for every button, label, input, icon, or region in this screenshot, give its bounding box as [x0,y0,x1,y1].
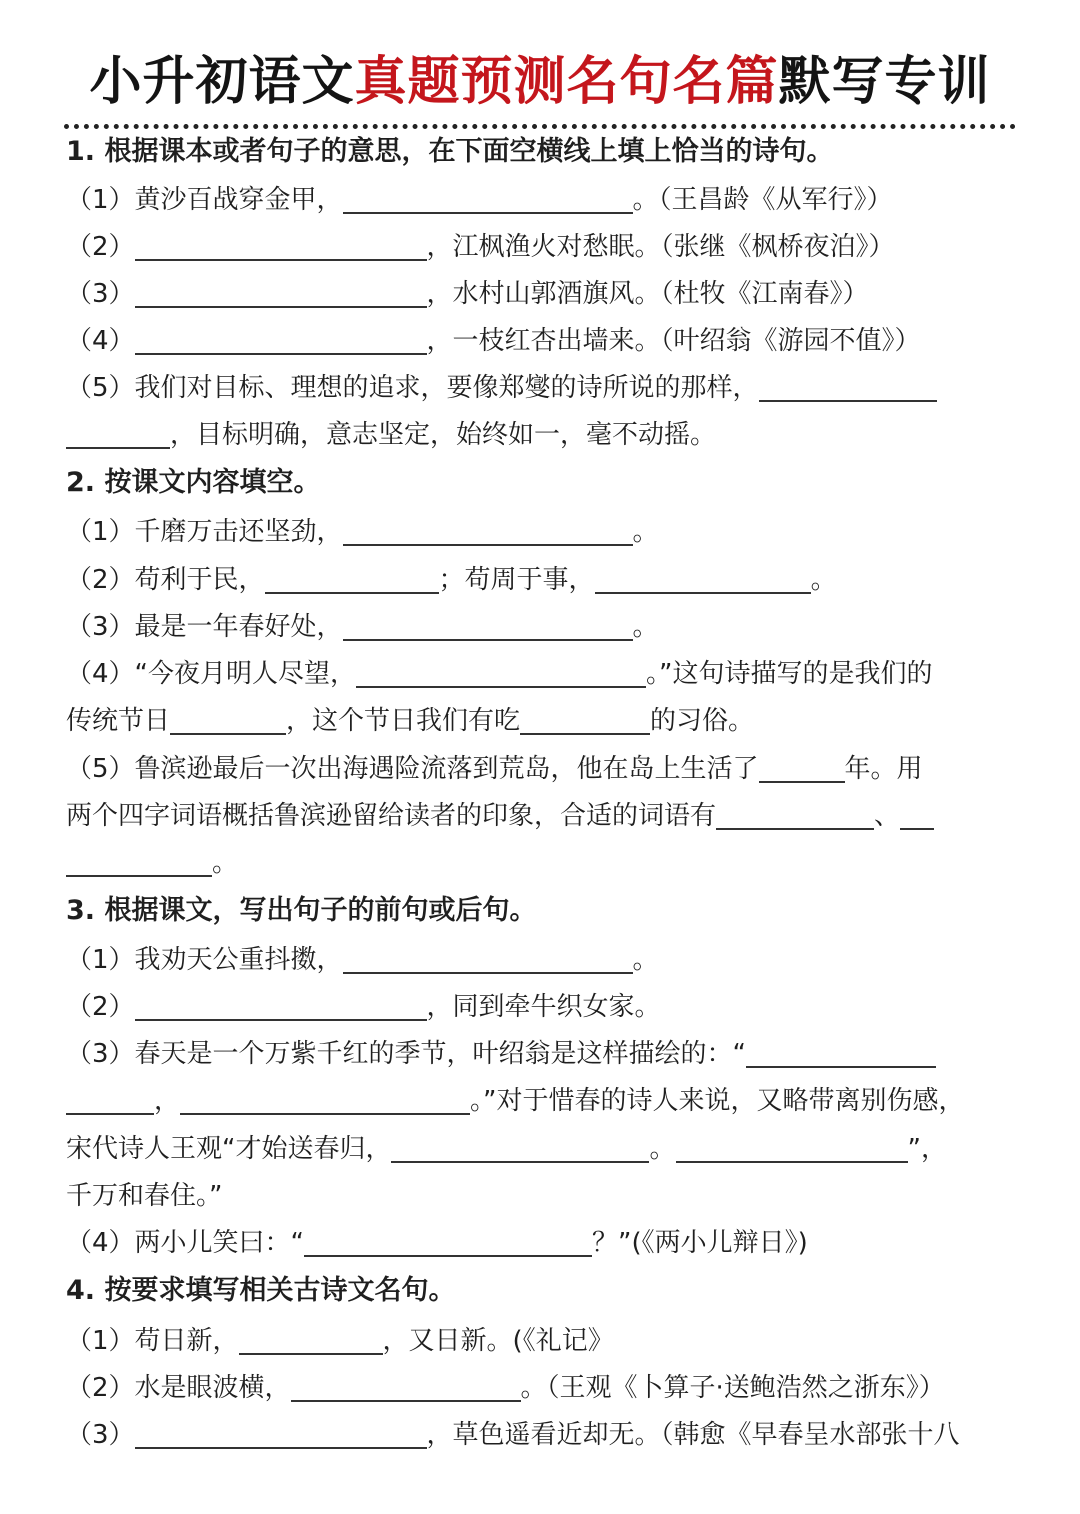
answer-blank[interactable] [66,1083,154,1115]
answer-blank[interactable] [759,370,937,402]
q3-item-3-cont-3: 千万和春住。” [66,1181,223,1211]
q3-item-1: （1）我劝天公重抖擞， 。 [66,940,1026,980]
q2-item-3: （3）最是一年春好处， 。 [66,607,1026,647]
answer-blank[interactable] [746,1036,936,1068]
answer-blank[interactable] [759,751,845,783]
q1-item-1: （1）黄沙百战穿金甲， 。（王昌龄《从军行》） [66,180,1026,220]
q4-item-1: （1）苟日新， ，又日新。(《礼记》 [66,1321,1026,1361]
title-part-2-highlight: 真题预测名句名篇 [354,52,779,112]
q1-item-3: （3） ，水村山郭酒旗风。（杜牧《江南春》） [66,274,1026,314]
answer-blank[interactable] [343,609,633,641]
answer-blank[interactable] [135,323,427,355]
answer-blank[interactable] [265,562,439,594]
answer-blank[interactable] [135,276,427,308]
q4-item-3: （3） ，草色遥看近却无。（韩愈《早春呈水部张十八 [66,1415,1026,1455]
dotted-divider [64,124,1016,129]
q2-heading: 2. 按课文内容填空。 [66,467,321,498]
q1-item-4: （4） ，一枝红杏出墙来。（叶绍翁《游园不值》） [66,321,1026,361]
q1-item-2: （2） ，江枫渔火对愁眠。（张继《枫桥夜泊》） [66,227,1026,267]
answer-blank[interactable] [343,942,633,974]
q1-heading: 1. 根据课本或者句子的意思，在下面空横线上填上恰当的诗句。 [66,136,834,167]
q3-item-4: （4）两小儿笑曰：“ ？”(《两小儿辩日》) [66,1223,1026,1263]
answer-blank[interactable] [135,229,427,261]
q3-item-3: （3）春天是一个万紫千红的季节，叶绍翁是这样描绘的：“ [66,1034,1026,1074]
q2-item-5: （5）鲁滨逊最后一次出海遇险流落到荒岛，他在岛上生活了 年。用 [66,749,1026,789]
answer-blank[interactable] [66,417,170,449]
q2-item-5-cont: 两个四字词语概括鲁滨逊留给读者的印象，合适的词语有 、 [66,796,1026,836]
q3-item-3-cont-2: 宋代诗人王观“才始送春归， 。 ”， [66,1129,1026,1169]
answer-blank[interactable] [391,1131,649,1163]
answer-blank[interactable] [900,798,934,830]
q3-item-3-cont: ， 。”对于惜春的诗人来说，又略带离别伤感， [66,1081,1026,1121]
answer-blank[interactable] [356,656,646,688]
answer-blank[interactable] [343,182,633,214]
answer-blank[interactable] [291,1370,521,1402]
answer-blank[interactable] [239,1323,383,1355]
answer-blank[interactable] [676,1131,908,1163]
q2-item-2: （2）苟利于民， ；苟周于事， 。 [66,560,1026,600]
answer-blank[interactable] [170,703,286,735]
answer-blank[interactable] [135,989,427,1021]
answer-blank[interactable] [520,703,650,735]
answer-blank[interactable] [343,514,633,546]
answer-blank[interactable] [595,562,811,594]
title-part-3: 默写专训 [778,52,991,112]
q4-heading: 4. 按要求填写相关古诗文名句。 [66,1275,456,1306]
q2-item-1: （1）千磨万击还坚劲， 。 [66,512,1026,552]
q3-heading: 3. 根据课文，写出句子的前句或后句。 [66,895,537,926]
answer-blank[interactable] [716,798,874,830]
answer-blank[interactable] [304,1225,592,1257]
q4-item-2: （2）水是眼波横， 。（王观《卜算子·送鲍浩然之浙东》） [66,1368,1026,1408]
title-part-1: 小升初语文 [89,52,355,112]
answer-blank[interactable] [180,1083,470,1115]
q2-item-4: （4）“今夜月明人尽望， 。”这句诗描写的是我们的 [66,654,1026,694]
q2-item-4-cont: 传统节日 ，这个节日我们有吃 的习俗。 [66,701,1026,741]
answer-blank[interactable] [135,1417,427,1449]
q1-item-5: （5）我们对目标、理想的追求，要像郑燮的诗所说的那样， [66,368,1026,408]
answer-blank[interactable] [66,845,212,877]
q2-item-5-cont-2: 。 [66,843,1026,883]
q1-item-5-cont: ，目标明确，意志坚定，始终如一，毫不动摇。 [66,415,1026,455]
q3-item-2: （2） ，同到牵牛织女家。 [66,987,1026,1027]
page-title [0,46,1080,118]
